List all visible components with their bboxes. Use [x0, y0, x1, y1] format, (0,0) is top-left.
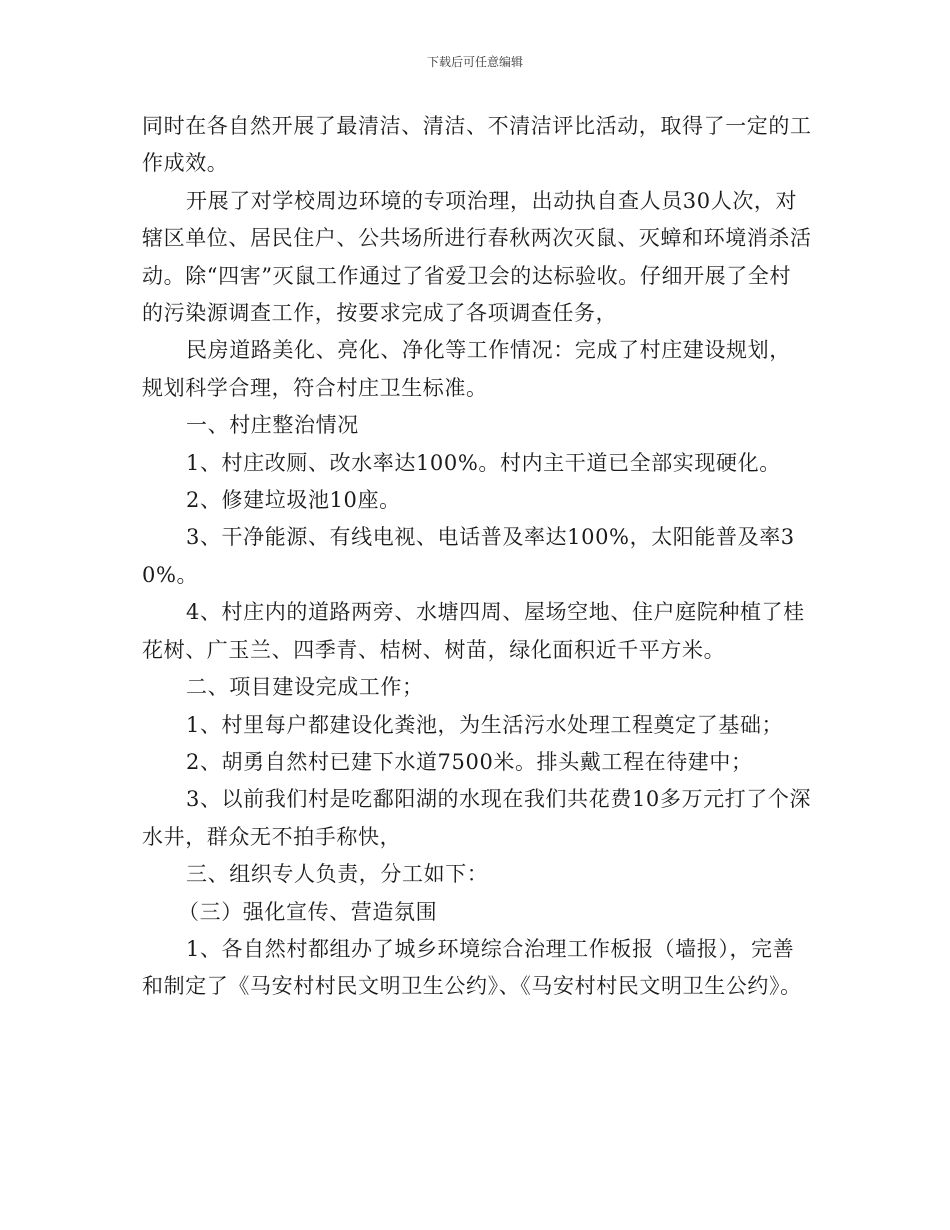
section-heading-village-renovation: 一、村庄整治情况 — [186, 413, 359, 438]
paragraph-school-environment: 开展了对学校周边环境的专项治理，出动执自查人员30人次，对辖区单位、居民住户、公共场所进行春秋两次灭鼠、灭蟑和环境消杀活动。除“四害”灭鼠工作通过了省爱卫会的达标验收。仔细开展了全村的污染源调查工作，按要求完成了各项调查任务， — [142, 188, 812, 326]
list-item-sewer: 2、胡勇自然村已建下水道7500米。排头戴工程在待建中； — [186, 749, 753, 774]
paragraph-housing-roads: 民房道路美化、亮化、净化等工作情况：完成了村庄建设规划，规划科学合理，符合村庄卫生标准。 — [142, 338, 791, 400]
paragraph-continuation: 同时在各自然开展了最清洁、清洁、不清洁评比活动，取得了一定的工作成效。 — [142, 114, 812, 176]
document-body — [142, 108, 812, 1006]
list-item-toilet-water: 1、村庄改厕、改水率达100%。村内主干道已全部实现硬化。 — [186, 450, 781, 475]
list-item-deep-well: 3、以前我们村是吃鄱阳湖的水现在我们共花费10多万元打了个深水井，群众无不拍手称快， — [142, 787, 812, 849]
list-item-greening: 4、村庄内的道路两旁、水塘四周、屋场空地、住户庭院种植了桂花树、广玉兰、四季青、桔树、树苗，绿化面积近千平方米。 — [142, 600, 805, 662]
list-item-bulletin-board: 1、各自然村都组办了城乡环境综合治理工作板报（墙报），完善和制定了《马安村村民文明卫生公约》、《马安村村民文明卫生公约》。 — [142, 936, 802, 999]
list-item-septic-tanks: 1、村里每户都建设化粪池，为生活污水处理工程奠定了基础； — [186, 712, 784, 737]
section-heading-responsibility: 三、组织专人负责，分工如下： — [186, 862, 489, 887]
page-header-note: 下载后可任意编辑 — [426, 55, 523, 69]
list-item-garbage-pools: 2、修建垃圾池10座。 — [186, 488, 401, 513]
section-heading-publicity: （三）强化宣传、营造氛围 — [178, 899, 438, 924]
section-heading-project-construction: 二、项目建设完成工作； — [186, 675, 424, 700]
list-item-energy-tv-phone: 3、干净能源、有线电视、电话普及率达100%，太阳能普及率30%。 — [142, 525, 795, 587]
